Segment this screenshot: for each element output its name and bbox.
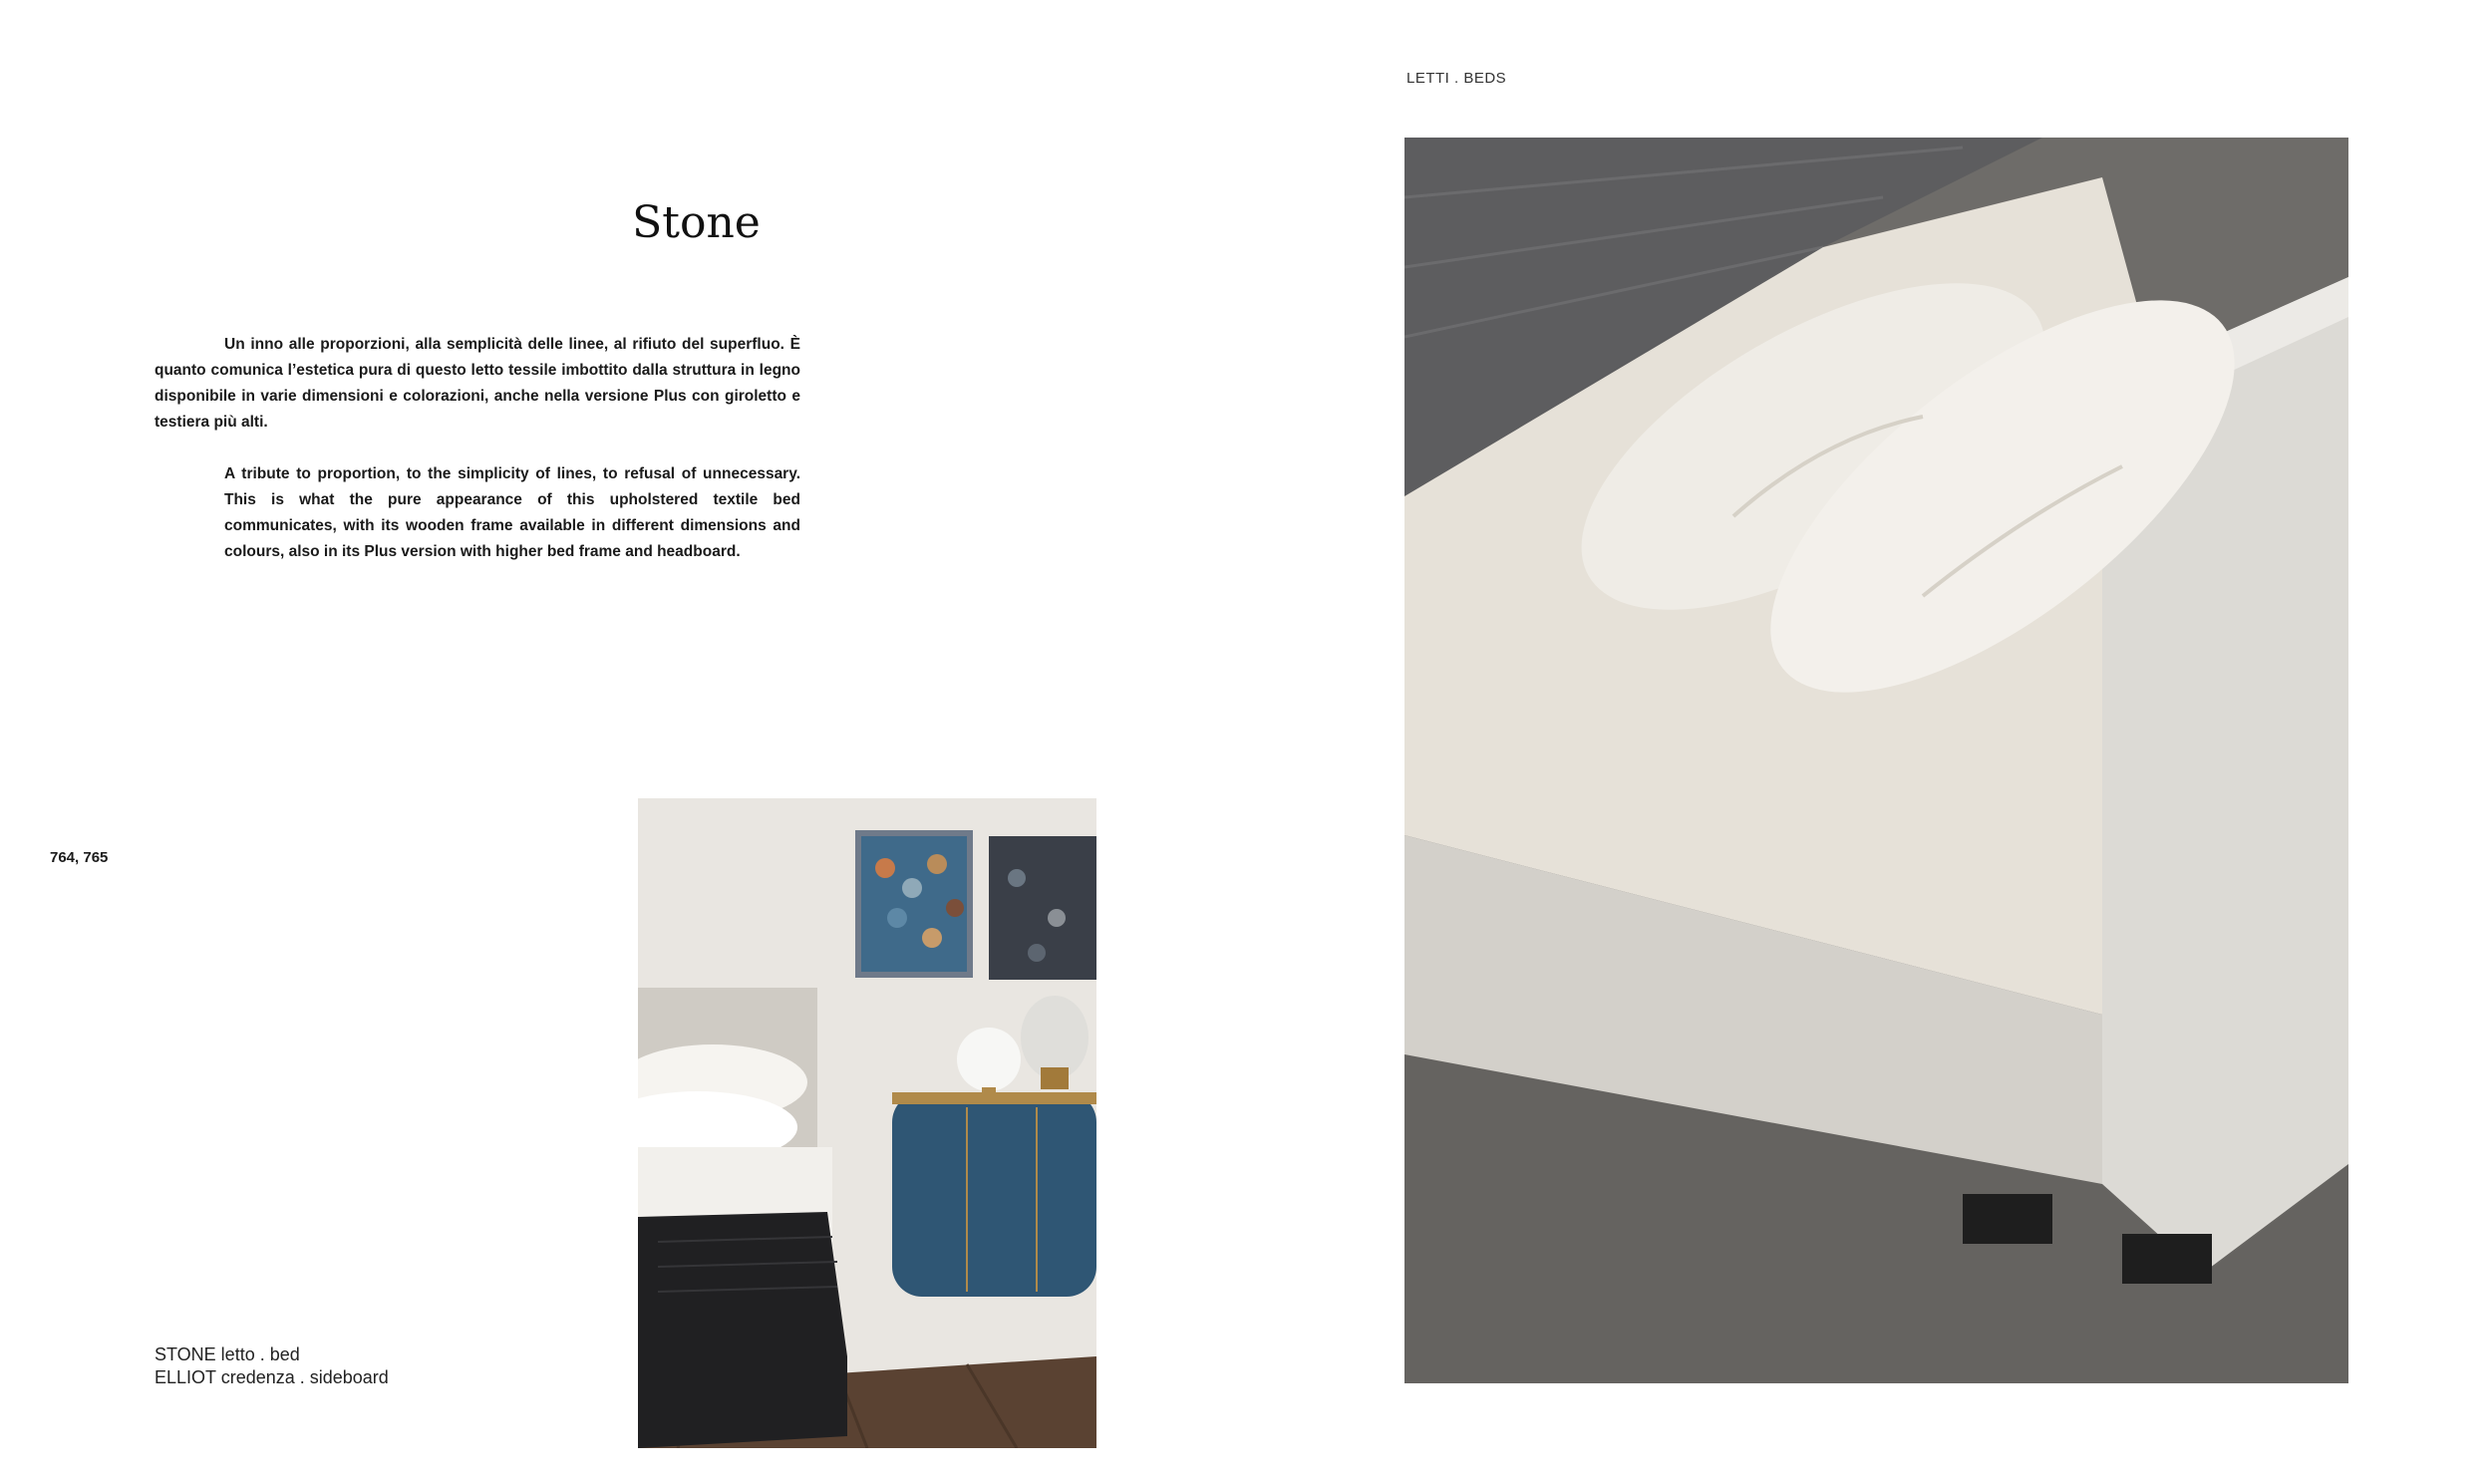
description-italian: Un inno alle proporzioni, alla semplicità delle linee, al rifiuto del superfluo. È quanto comunica l’estetica pura di questo letto tessile imbottito dalla struttura in legno disponibile in varie dimensioni e colorazioni, anche nella versione Plus con giroletto e testiera più alti. (155, 336, 800, 431)
interior-photo (638, 798, 1096, 1448)
section-label: LETTI . BEDS (1406, 70, 1507, 87)
bed-detail-photo (1404, 138, 2348, 1383)
caption-line-bed: STONE letto . bed (155, 1344, 300, 1364)
photo-caption (155, 1343, 389, 1389)
page-numbers: 764, 765 (50, 849, 109, 866)
description-english: A tribute to proportion, to the simplicity of lines, to refusal of unnecessary. This is what the pure appearance of this upholstered textile bed communicates, with its wooden frame available in different dimensions and colours, also in its Plus version with higher bed frame and headboard. (224, 465, 800, 560)
caption-line-sideboard: ELLIOT credenza . sideboard (155, 1367, 389, 1387)
product-title: Stone (632, 197, 761, 248)
